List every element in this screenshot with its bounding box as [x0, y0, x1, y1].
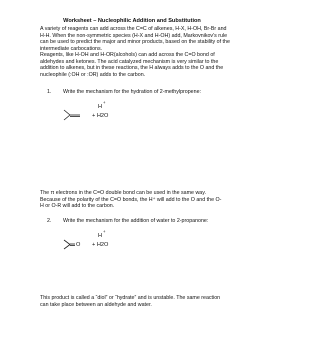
carbonyl-oxygen-label: O [76, 242, 81, 248]
catalyst-h-label: H [98, 104, 103, 110]
question-1-catalyst-charge: + [103, 100, 106, 105]
question-2-catalyst-charge: + [103, 229, 106, 234]
pi-electrons-line-1: The π electrons in the C=O double bond can be used in the same way. [40, 190, 206, 196]
question-2-water-reagent: + H2O [92, 242, 109, 248]
intro-line-7: addition to alkenes, but in these reactions, the H always adds to the O and the [40, 65, 224, 71]
intro-line-4: intermediate carbocations. [40, 45, 103, 52]
question-1-text: Write the mechanism for the hydration of 2-methylpropene: [63, 89, 201, 95]
intro-line-6: aldehydes and ketones. The acid catalyzed mechanism is very similar to the [40, 58, 219, 65]
pi-electrons-line-3: H or O-R will add to the carbon. [40, 203, 115, 209]
intro-line-1: A variety of reagents can add across the C=C of alkenes, H-X, H-OH, Br-Br and [40, 26, 227, 32]
pi-electrons-line-2: Because of the polarity of the C=O bonds, the H⁺ will add to the O and the O- [40, 196, 222, 203]
intro-line-2: H-H. When the non-symmetric species (H-X and H-OH) add, Markovnikov's rule [40, 32, 228, 39]
question-2-text: Write the mechanism for the addition of water to 2-propanone: [63, 218, 209, 224]
worksheet-title: Worksheet – Nucleophilic Addition and Substitution [63, 18, 201, 24]
question-2-number: 2. [47, 218, 52, 224]
intro-line-3: can be used to predict the major and minor products, based on the stability of the [40, 39, 230, 45]
intro-line-8: nucleophile (:OH or :OR) adds to the carbon. [40, 71, 146, 78]
question-2-acid-catalyst: H [98, 233, 103, 239]
intro-line-5: Reagents, like H-OH and H-OR(alcohols) can add across the C=O bond of [40, 52, 215, 58]
2-methylpropene-structure [62, 104, 92, 128]
question-1-water-reagent: + H2O [92, 113, 109, 119]
question-1-number: 1. [47, 89, 52, 95]
closing-line-2: can take place between an aldehyde and water. [40, 301, 152, 308]
question-1-acid-catalyst [98, 104, 102, 110]
closing-line-1: This product is called a “diol” or “hydrate” and is unstable. The same reaction [40, 295, 221, 301]
